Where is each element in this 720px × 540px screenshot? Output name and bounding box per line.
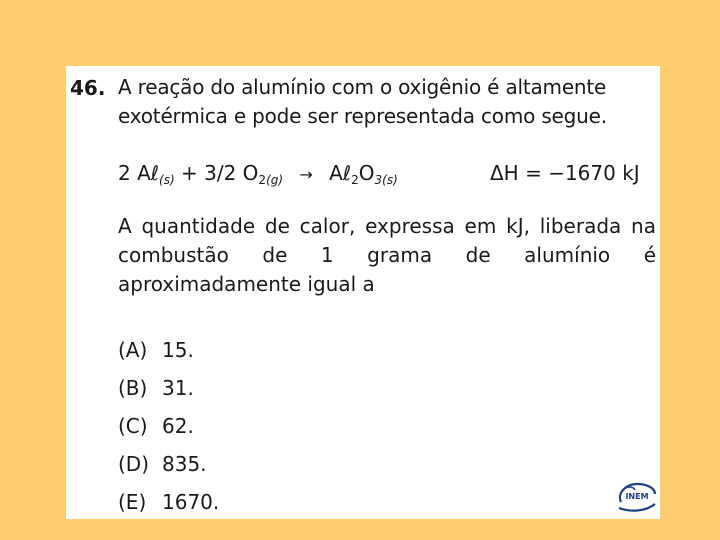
reactant-oxygen: + 3/2 O <box>181 161 259 185</box>
option-letter: (B) <box>118 376 148 400</box>
option-value: 835. <box>162 452 207 476</box>
question-stem: A reação do alumínio com o oxigênio é altamente exotérmica e pode ser representada como segue. <box>118 75 607 128</box>
reaction-arrow-icon: → <box>299 165 313 184</box>
enthalpy-change: ΔH = −1670 kJ <box>490 161 640 185</box>
chemical-equation <box>118 160 658 193</box>
option-e[interactable] <box>118 486 219 524</box>
option-letter: (A) <box>118 338 148 362</box>
product-oxygen: O <box>358 161 375 185</box>
reactant-aluminum: 2 Aℓ <box>118 161 160 185</box>
option-c[interactable] <box>118 410 219 448</box>
option-b[interactable] <box>118 372 219 410</box>
question-prompt: A quantidade de calor, expressa em kJ, liberada na combustão de 1 grama de alumínio é aproximadamente igual a <box>118 214 656 296</box>
product-aluminum: Aℓ <box>329 161 352 185</box>
state-gas-label: (g) <box>266 173 284 187</box>
option-value: 1670. <box>162 490 220 514</box>
answer-options <box>118 334 219 524</box>
option-value: 15. <box>162 338 194 362</box>
oxygen-subscript: 2 <box>258 173 267 187</box>
product-o-subscript: 3(s) <box>374 173 398 187</box>
question-card <box>66 66 660 519</box>
option-a[interactable] <box>118 334 219 372</box>
option-value: 62. <box>162 414 194 438</box>
state-solid-label: (s) <box>159 173 175 187</box>
question-number: 46. <box>70 76 106 100</box>
option-value: 31. <box>162 376 194 400</box>
enem-logo-icon <box>615 478 659 514</box>
option-d[interactable] <box>118 448 219 486</box>
logo-text: INEM <box>625 492 649 501</box>
option-letter: (E) <box>118 490 147 514</box>
option-letter: (D) <box>118 452 150 476</box>
option-letter: (C) <box>118 414 148 438</box>
product-al-subscript: 2 <box>351 173 359 187</box>
